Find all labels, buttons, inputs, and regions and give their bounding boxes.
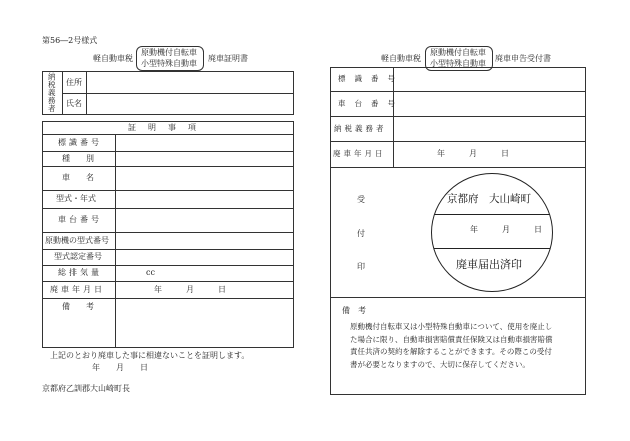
left-title-prefix: 軽自動車税 (93, 54, 133, 63)
stamp-date: 年 月 日 (470, 225, 542, 234)
row-label-displacement: 総排気量 (58, 268, 102, 277)
receipt-label-scrap-date: 廃車年月日 (333, 149, 386, 158)
row-label-type: 種 別 (62, 154, 94, 163)
certify-date: 年 月 日 (92, 363, 148, 372)
receipt-label-taxpayer: 納税義務者 (334, 124, 387, 133)
row-label-approval-number: 型式認定番号 (54, 252, 102, 261)
left-title-bracket-line1: 原動機付自転車 (141, 48, 197, 57)
receipt-remarks-label: 備 考 (342, 306, 366, 315)
receipt-seal-label-2: 付 (357, 229, 365, 238)
row-label-vehicle-name: 車 名 (62, 173, 94, 182)
receipt-seal-label-3: 印 (357, 262, 365, 271)
left-title-bracket-line2: 小型特殊自動車 (141, 59, 197, 68)
row-value-displacement: cc (146, 268, 155, 277)
right-title-prefix: 軽自動車税 (381, 54, 421, 63)
receipt-value-scrap-date: 年 月 日 (437, 149, 509, 158)
row-label-engine-model: 原動機の型式番号 (45, 236, 109, 245)
receipt-remarks-text: 原動機付自転車又は小型特殊自動車について、使用を廃止し た場合に限り、自動車損害賠償責任保険又は自動車損害賠償 責任共済の契約を解除することができます。その際この受付 書が必要となりますので、大切に保存してください。 (350, 322, 553, 369)
receipt-label-chassis-number: 車台番号 (338, 99, 404, 108)
stamp-bottom-text: 廃車届出済印 (456, 258, 522, 271)
right-title-bracket-line1: 原動機付自転車 (430, 48, 486, 57)
certify-text: 上記のとおり廃車した事に相違ないことを証明します。 (50, 351, 250, 360)
name-label: 氏名 (66, 99, 82, 108)
taxpayer-label: 納 税 義 務 者 (48, 72, 56, 113)
address-label: 住所 (66, 78, 82, 87)
right-title-suffix: 廃車申告受付書 (495, 54, 551, 63)
left-title-suffix: 廃車証明書 (208, 54, 248, 63)
right-title-bracket-line2: 小型特殊自動車 (430, 59, 486, 68)
issuer: 京都府乙訓郡大山崎町長 (42, 384, 130, 393)
receipt-seal-label-1: 受 (357, 195, 365, 204)
row-label-remarks: 備 考 (62, 302, 94, 311)
row-label-chassis-number: 車台番号 (58, 215, 102, 224)
stamp-municipality: 京都府 大山崎町 (447, 193, 531, 205)
receipt-label-plate-number: 標識番号 (338, 74, 404, 83)
row-label-plate-number: 標識番号 (58, 138, 102, 147)
row-label-scrap-date: 廃車年月日 (50, 285, 105, 294)
form-number: 第56―2号様式 (42, 36, 98, 45)
cert-header: 証 明 事 項 (128, 123, 198, 132)
row-label-model-year: 型式・年式 (56, 194, 96, 203)
row-value-scrap-date: 年 月 日 (154, 285, 226, 294)
